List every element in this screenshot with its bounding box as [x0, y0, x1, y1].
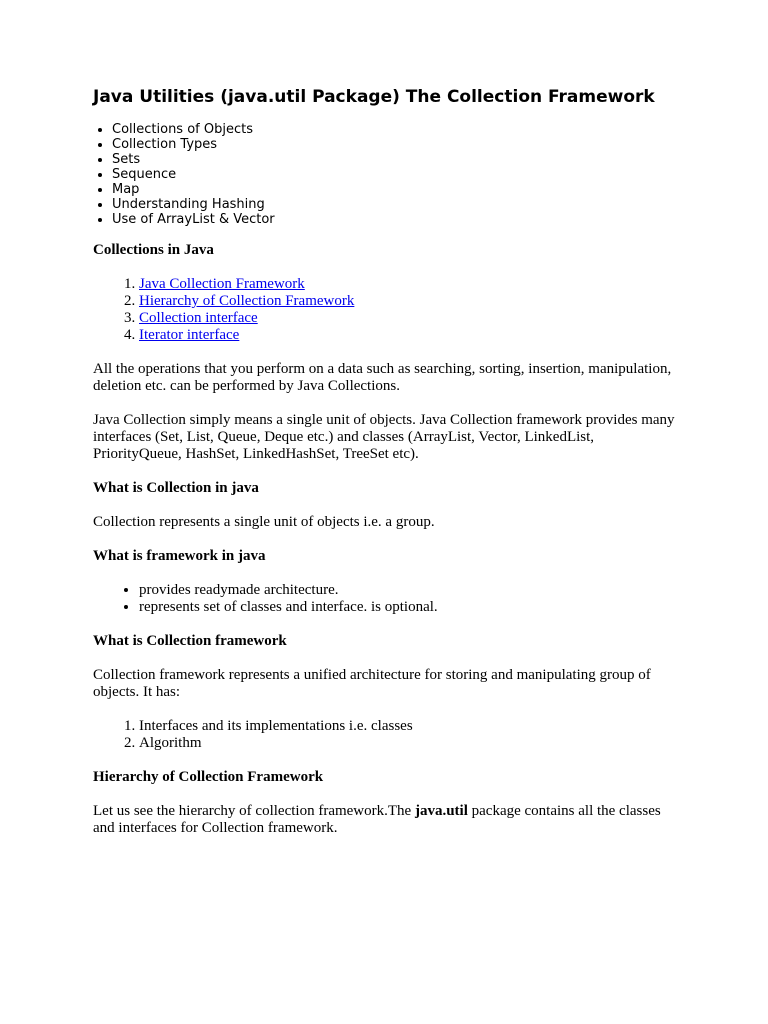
collection-framework-heading: What is Collection framework — [93, 633, 287, 649]
what-is-framework-heading: What is framework in java — [93, 548, 266, 564]
list-item — [139, 276, 683, 293]
list-item — [139, 293, 683, 310]
list-item: • Map — [112, 182, 683, 197]
framework-has-list — [93, 718, 683, 752]
collection-interface-link[interactable]: Collection interface — [139, 310, 258, 326]
document-page — [93, 86, 683, 854]
iterator-interface-link[interactable]: Iterator interface — [139, 327, 240, 343]
java-util-bold: java.util — [414, 803, 468, 819]
list-item: • Understanding Hashing — [112, 197, 683, 212]
list-item: • Collections of Objects — [112, 122, 683, 137]
list-item: • Sequence — [112, 167, 683, 182]
list-item: • provides readymade architecture. — [139, 582, 683, 599]
list-item — [139, 310, 683, 327]
list-item — [139, 327, 683, 344]
simply-paragraph: Java Collection simply means a single unit of objects. Java Collection framework provides many interfaces (Set, List, Queue, Deque etc.) and classes (ArrayList, Vector, LinkedList, PriorityQueue, HashSet, LinkedHashSet, TreeSet etc). — [93, 412, 675, 462]
what-is-collection-heading: What is Collection in java — [93, 480, 259, 496]
list-item: • Use of ArrayList & Vector — [112, 212, 683, 227]
list-item: 1. Interfaces and its implementations i.e. classes — [139, 718, 683, 735]
collection-framework-paragraph: Collection framework represents a unified architecture for storing and manipulating group of objects. It has: — [93, 667, 651, 700]
topics-list — [93, 122, 683, 227]
document-title: Java Utilities (java.util Package) The Collection Framework — [93, 87, 655, 107]
list-item: • represents set of classes and interface. is optional. — [139, 599, 683, 616]
hierarchy-link[interactable]: Hierarchy of Collection Framework — [139, 293, 355, 309]
hierarchy-text-after: package contains all the classes and interfaces for Collection framework. — [93, 803, 661, 836]
collection-links-list — [93, 276, 683, 344]
framework-points-list — [93, 582, 683, 616]
hierarchy-paragraph — [93, 803, 683, 837]
hierarchy-heading: Hierarchy of Collection Framework — [93, 769, 324, 785]
list-item: • Collection Types — [112, 137, 683, 152]
collections-heading: Collections in Java — [93, 242, 214, 258]
java-collection-framework-link[interactable]: Java Collection Framework — [139, 276, 305, 292]
hierarchy-text-before: Let us see the hierarchy of collection framework.The — [93, 803, 415, 819]
list-item: 2. Algorithm — [139, 735, 683, 752]
list-item: • Sets — [112, 152, 683, 167]
what-is-collection-paragraph: Collection represents a single unit of objects i.e. a group. — [93, 514, 435, 530]
operations-paragraph: All the operations that you perform on a data such as searching, sorting, insertion, manipulation, deletion etc. can be performed by Java Collections. — [93, 361, 672, 394]
